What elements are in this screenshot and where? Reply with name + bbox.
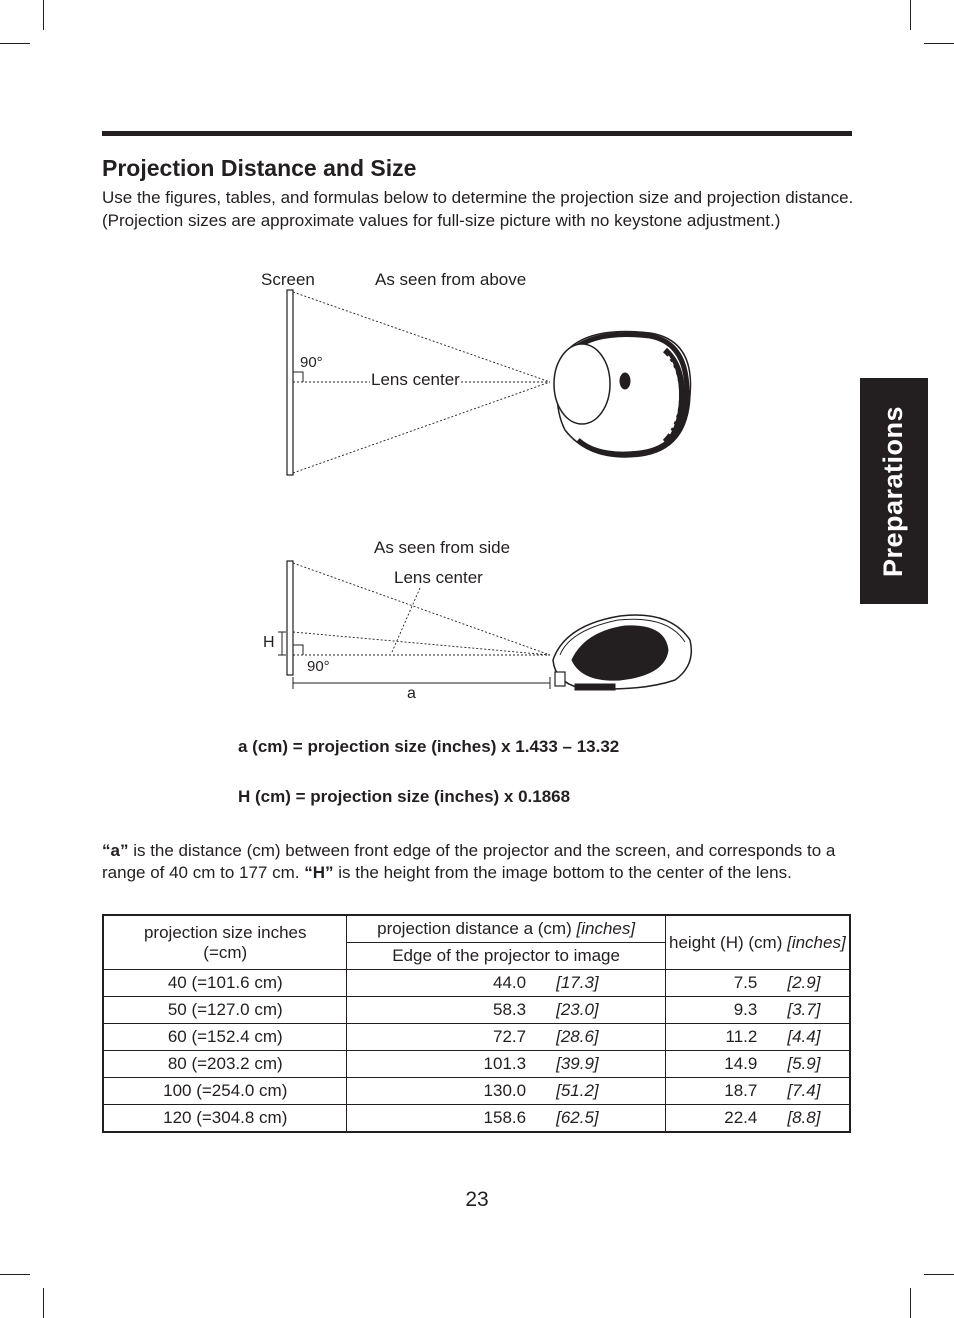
distance-cm: 44.0	[493, 973, 527, 992]
table-body	[103, 970, 850, 1133]
header-size-text: projection size inches (=cm)	[143, 922, 307, 962]
crop-mark	[0, 1274, 30, 1275]
projection-ray	[293, 632, 550, 655]
distance-inches: [62.5]	[556, 1108, 599, 1127]
right-angle-mark	[293, 372, 303, 382]
lens-center-label: Lens center	[394, 568, 483, 587]
table-row	[103, 1078, 850, 1105]
height-inches: [5.9]	[787, 1054, 821, 1073]
height-inches: [8.8]	[787, 1108, 821, 1127]
cell-distance	[347, 970, 665, 997]
height-inches: [2.9]	[787, 973, 821, 992]
cell-height	[665, 1078, 850, 1105]
distance-cm: 72.7	[493, 1027, 527, 1046]
cell-distance	[347, 1078, 665, 1105]
intro-paragraph: Use the figures, tables, and formulas below to determine the projection size and projection distance. (Projection sizes are approximate values for full-size picture with no keystone adjustment.)	[102, 188, 854, 230]
distance-cm: 158.6	[483, 1108, 527, 1127]
description-part1: is the distance (cm) between front edge of the projector and the screen, and corresponds to a range of 40 cm to 177 cm.	[102, 841, 836, 882]
table-row	[103, 1024, 850, 1051]
crop-mark	[910, 1288, 911, 1318]
table-row	[103, 997, 850, 1024]
page-number: 23	[465, 1188, 489, 1211]
view-from-above-label: As seen from above	[375, 270, 527, 289]
projection-table	[102, 914, 851, 1133]
distance-inches: [51.2]	[556, 1081, 599, 1100]
a-label: a	[407, 685, 416, 702]
distance-cm: 130.0	[483, 1081, 527, 1100]
height-inches: [4.4]	[787, 1027, 821, 1046]
header-distance	[347, 915, 665, 943]
cell-size: 120 (=304.8 cm)	[103, 1105, 347, 1133]
cell-height	[665, 1024, 850, 1051]
height-inches: [3.7]	[787, 1000, 821, 1019]
distance-inches: [23.0]	[556, 1000, 599, 1019]
cell-size: 60 (=152.4 cm)	[103, 1024, 347, 1051]
angle-label: 90°	[300, 354, 323, 371]
angle-label: 90°	[307, 658, 330, 675]
height-cm: 22.4	[724, 1108, 758, 1127]
screen-top	[287, 290, 293, 475]
section-tab-label: Preparations	[878, 405, 909, 577]
header-height	[665, 915, 850, 970]
cell-distance	[347, 997, 665, 1024]
h-term: “H”	[304, 862, 334, 882]
lens-center-label: Lens center	[371, 370, 460, 389]
header-distance-unit: [inches]	[576, 919, 636, 938]
formula-h: H (cm) = projection size (inches) x 0.1868	[238, 787, 571, 806]
table-header-row	[103, 915, 850, 943]
height-cm: 9.3	[733, 1000, 758, 1019]
distance-inches: [39.9]	[556, 1054, 599, 1073]
page-title: Projection Distance and Size	[102, 155, 417, 181]
height-cm: 14.9	[724, 1054, 758, 1073]
table-row	[103, 970, 850, 997]
cell-size: 40 (=101.6 cm)	[103, 970, 347, 997]
crop-mark	[43, 1288, 44, 1318]
right-angle-mark	[293, 645, 303, 655]
height-inches: [7.4]	[787, 1081, 821, 1100]
header-size	[103, 915, 347, 970]
cell-size: 100 (=254.0 cm)	[103, 1078, 347, 1105]
cell-height	[665, 1051, 850, 1078]
projection-ray	[293, 382, 550, 473]
cell-distance	[347, 1051, 665, 1078]
screen-label: Screen	[261, 270, 315, 289]
projector-side-view	[553, 615, 691, 690]
distance-inches: [17.3]	[556, 973, 599, 992]
distance-inches: [28.6]	[556, 1027, 599, 1046]
h-label: H	[263, 634, 275, 651]
distance-cm: 58.3	[493, 1000, 527, 1019]
projector-top-view	[554, 332, 691, 457]
height-cm: 11.2	[725, 1027, 758, 1046]
header-height-text: height (H) (cm)	[669, 932, 788, 952]
description-part2: is the height from the image bottom to the center of the lens.	[333, 862, 792, 882]
top-view-diagram	[287, 290, 691, 475]
header-distance-sub: Edge of the projector to image	[347, 943, 665, 970]
height-cm: 18.7	[724, 1081, 758, 1100]
cell-height	[665, 1105, 850, 1133]
header-distance-text: projection distance a (cm)	[377, 919, 577, 938]
crop-mark	[924, 1274, 954, 1275]
screen-side	[287, 561, 293, 675]
cell-height	[665, 997, 850, 1024]
formula-a: a (cm) = projection size (inches) x 1.433 – 13.32	[238, 737, 620, 756]
table-row	[103, 1051, 850, 1078]
cell-distance	[347, 1105, 665, 1133]
a-term: “a”	[102, 841, 129, 860]
view-from-side-label: As seen from side	[374, 538, 511, 557]
cell-size: 80 (=203.2 cm)	[103, 1051, 347, 1078]
distance-cm: 101.3	[483, 1054, 527, 1073]
cell-height	[665, 970, 850, 997]
description-paragraph	[102, 840, 862, 883]
header-height-unit: [inches]	[787, 932, 846, 952]
table-row	[103, 1105, 850, 1133]
projection-ray	[293, 292, 550, 382]
cell-distance	[347, 1024, 665, 1051]
lens	[554, 344, 610, 424]
cell-size: 50 (=127.0 cm)	[103, 997, 347, 1024]
button	[620, 373, 630, 389]
side-view-diagram	[278, 561, 691, 690]
height-cm: 7.5	[733, 973, 758, 992]
